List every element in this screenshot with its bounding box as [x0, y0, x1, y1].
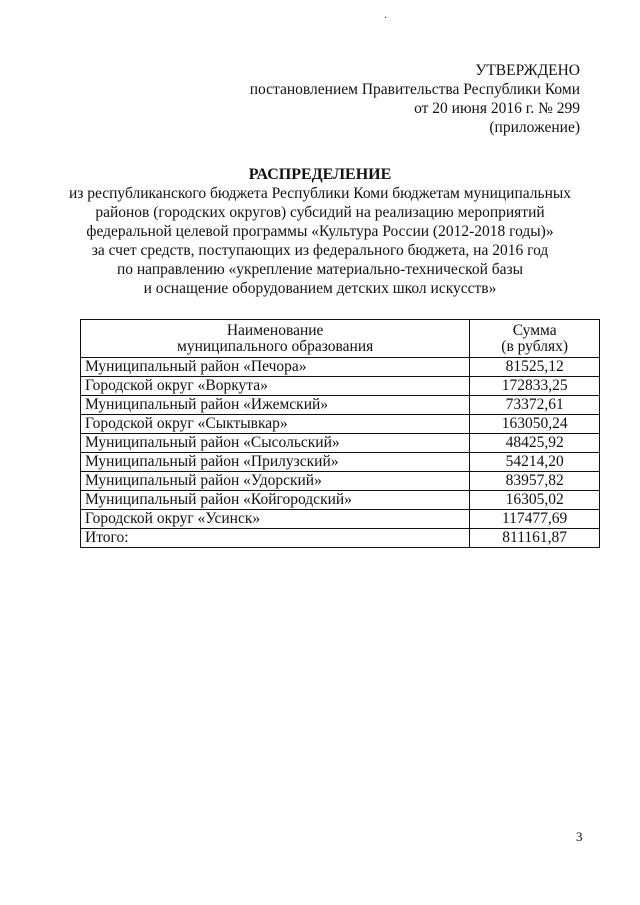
table-header-row	[81, 320, 600, 358]
approval-appendix: (приложение)	[489, 119, 580, 136]
column-header-municipality-line2: муниципального образования	[177, 337, 374, 355]
subsidy-amount: 83957,82	[470, 472, 600, 491]
column-header-amount-line2: (в рублях)	[501, 337, 569, 355]
approval-decree: постановлением Правительства Республики Коми	[249, 81, 580, 98]
table-row	[81, 377, 600, 396]
municipality-name: Муниципальный район «Печора»	[81, 358, 470, 377]
title-line: за счет средств, поступающих из федерального бюджета, на 2016 год	[91, 242, 549, 259]
municipality-name: Городской округ «Сыктывкар»	[81, 415, 470, 434]
title-line: по направлению «укрепление материально-технической базы	[116, 261, 524, 278]
table-total-row	[81, 529, 600, 548]
municipality-name: Муниципальный район «Койгородский»	[81, 491, 470, 510]
total-amount: 811161,87	[470, 529, 600, 548]
table-row	[81, 358, 600, 377]
municipality-name: Муниципальный район «Ижемский»	[81, 396, 470, 415]
subsidy-amount: 81525,12	[470, 358, 600, 377]
subsidy-amount: 73372,61	[470, 396, 600, 415]
document-heading: РАСПРЕДЕЛЕНИЕ	[248, 166, 392, 183]
approval-stamp	[250, 61, 580, 137]
column-header-municipality	[81, 320, 470, 358]
table-row	[81, 434, 600, 453]
subsidy-amount: 16305,02	[470, 491, 600, 510]
title-line: федеральной целевой программы «Культура России (2012-2018 годы)»	[86, 223, 554, 240]
distribution-table	[80, 319, 600, 548]
subsidy-amount: 117477,69	[470, 510, 600, 529]
column-header-amount-line1: Сумма	[512, 321, 557, 339]
page-number: 3	[576, 829, 583, 844]
municipality-name: Муниципальный район «Сысольский»	[81, 434, 470, 453]
municipality-name: Муниципальный район «Прилузский»	[81, 453, 470, 472]
subsidy-amount: 54214,20	[470, 453, 600, 472]
document-title	[40, 165, 600, 298]
total-label: Итого:	[81, 529, 470, 548]
approval-date: от 20 июня 2016 г. № 299	[414, 100, 580, 117]
subsidy-amount: 163050,24	[470, 415, 600, 434]
column-header-amount	[470, 320, 600, 358]
municipality-name: Муниципальный район «Удорский»	[81, 472, 470, 491]
title-line: из республиканского бюджета Республики Коми бюджетам муниципальных	[68, 185, 572, 202]
municipality-name: Городской округ «Усинск»	[81, 510, 470, 529]
title-line: районов (городских округов) субсидий на реализацию мероприятий	[95, 204, 545, 221]
stray-mark: ·	[384, 13, 388, 24]
approval-title: УТВЕРЖДЕНО	[475, 62, 580, 79]
subsidy-amount: 48425,92	[470, 434, 600, 453]
table-row	[81, 415, 600, 434]
table-row	[81, 396, 600, 415]
table-row	[81, 453, 600, 472]
subsidy-amount: 172833,25	[470, 377, 600, 396]
title-line: и оснащение оборудованием детских школ искусств»	[143, 280, 497, 297]
municipality-name: Городской округ «Воркута»	[81, 377, 470, 396]
table-row	[81, 472, 600, 491]
column-header-municipality-line1: Наименование	[226, 321, 324, 339]
table-row	[81, 510, 600, 529]
table-row	[81, 491, 600, 510]
